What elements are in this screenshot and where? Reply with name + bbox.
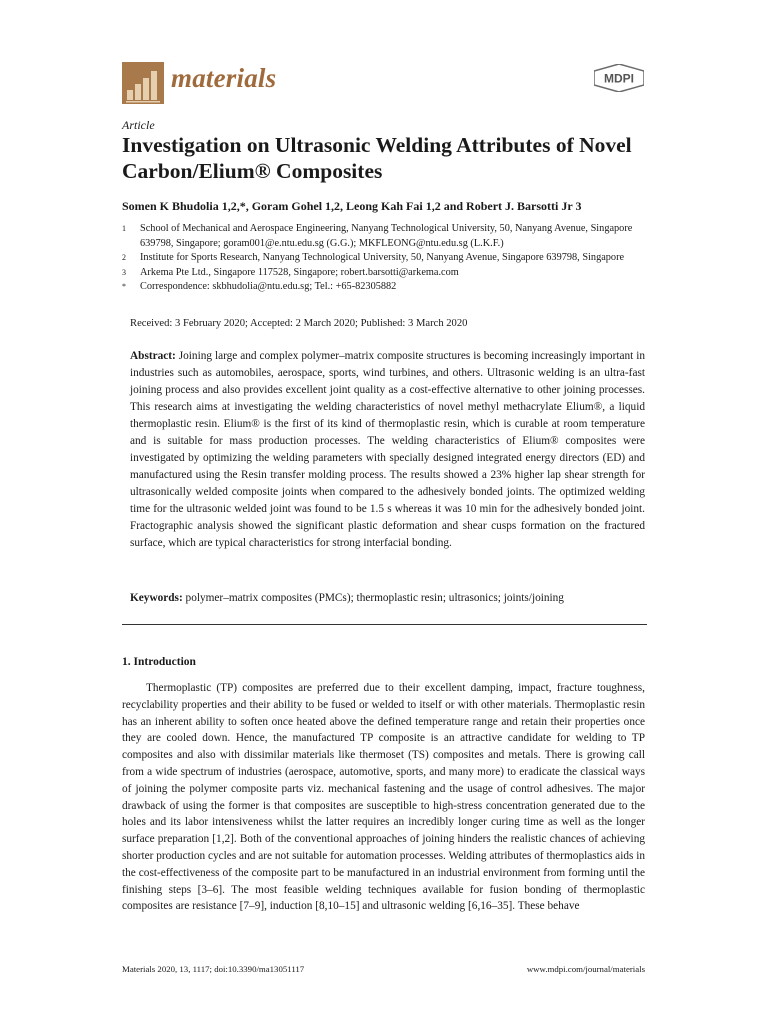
footer-citation: Materials 2020, 13, 1117; doi:10.3390/ma13051117 bbox=[122, 964, 305, 974]
abstract-text: Joining large and complex polymer–matrix composite structures is becoming increasingly important in industries such as automobiles, aerospace, sports, wind turbines, and others. Ultrasonic welding is an ultra-fast joining process and also provides excellent joint quality as a cost-effective alternative to other joining processes. This research aims at investigating the welding characteristics of novel methyl methacrylate Elium®, a liquid thermoplastic resin. Elium® is the first of its kind of thermoplastic resin, which is curable at room temperature and is suitable for mass production processes. The welding characteristics of Elium® composites were investigated by optimizing the welding parameters with specially designed integrated energy directors (ED) and manufactured using the Resin transfer molding process. The results showed a 23% higher lap shear strength for ultrasonically welded composite joints when compared to the adhesively bonded joints. The optimized welding time for the ultrasonic welded joint was found to be 1.5 s whereas it was 10 min for the adhesively bonded joint. Fractographic analysis showed the significant plastic deformation and shear cusps formation on the fractured surface, which are typical characteristics for strong interfacial bonding. bbox=[130, 350, 645, 549]
keywords bbox=[130, 592, 645, 604]
affiliation-number: 3 bbox=[122, 267, 126, 277]
article-type: Article bbox=[122, 118, 155, 132]
affiliations bbox=[122, 222, 652, 295]
materials-logo-icon bbox=[122, 62, 164, 104]
affiliation-text: Institute for Sports Research, Nanyang Technological University, 50, Nanyang Avenue, Singapore 639798, Singapore bbox=[140, 252, 625, 263]
affiliation-text: Arkema Pte Ltd., Singapore 117528, Singapore; robert.barsotti@arkema.com bbox=[140, 266, 459, 278]
correspondence-text: Correspondence: skbhudolia@ntu.edu.sg; Tel.: +65-82305882 bbox=[140, 281, 397, 292]
affiliation-item bbox=[122, 251, 652, 266]
publication-dates: Received: 3 February 2020; Accepted: 2 March 2020; Published: 3 March 2020 bbox=[130, 318, 468, 329]
affiliation-text: School of Mechanical and Aerospace Engineering, Nanyang Technological University, 50, Nanyang Avenue, Singapore 639798, Singapore; goram001@e.ntu.edu.sg (G.G.); MKFLEONG@ntu.edu.sg (L.K.F.) bbox=[140, 223, 633, 249]
affiliation-number: 2 bbox=[122, 253, 126, 262]
affiliation-item bbox=[122, 266, 652, 281]
affiliation-item bbox=[122, 222, 652, 251]
affiliation-item bbox=[122, 280, 652, 295]
footer-url[interactable]: www.mdpi.com/journal/materials bbox=[526, 964, 645, 974]
mdpi-logo-text: MDPI bbox=[604, 71, 634, 86]
abstract-label: Abstract: bbox=[130, 350, 176, 362]
keywords-label: Keywords: bbox=[130, 592, 183, 604]
section-heading-introduction: 1. Introduction bbox=[122, 656, 196, 668]
abstract bbox=[130, 348, 645, 552]
affiliation-number: 1 bbox=[122, 224, 126, 233]
journal-name: materials bbox=[171, 63, 277, 93]
affiliation-number: * bbox=[122, 282, 126, 291]
introduction-paragraph: Thermoplastic (TP) composites are preferred due to their excellent damping, impact, fracture toughness, recyclability properties and their ability to be fused or welded to itself or with other materials. Thermoplastic resin has an inherent ability to soften once heated above the defined temperature range and retain their properties once they are cooled down. Hence, the manufactured TP composite is an attractive candidate for welding to TP composites and also with dissimilar materials like thermoset (TS) composites and metals. There is growing call from a wide spectrum of industries (aerospace, automotive, sports, and many more) to eradicate the classical ways of joining the polymer composite parts viz. mechanical fastening and the usage of control adhesives. The major drawback of using the former is that composites are susceptible to high-stress concentration generated due to the holes and its labor intensiveness whilst the latter requires an incredibly longer curing time as well as the longer surface preparation [1,2]. Both of the conventional approaches of joining hinders the realistic chances of achieving shorter production cycles and are not suitable for automation processes. Welding attributes of thermoplastics aids in the cost-effectiveness of the composite part to be manufactured in an industrial environment from forming until the finishing steps [3–6]. The most feasible welding techniques available for fusion bonding of thermoplastic composites are resistance [7–9], induction [8,10–15] and ultrasonic welding [6,16–35]. These behave bbox=[122, 682, 645, 913]
paper-title: Investigation on Ultrasonic Welding Attributes of Novel Carbon/Elium® Composites bbox=[122, 133, 632, 183]
section-divider bbox=[122, 624, 647, 625]
keywords-text: polymer–matrix composites (PMCs); thermoplastic resin; ultrasonics; joints/joining bbox=[185, 592, 564, 604]
mdpi-logo-icon bbox=[594, 64, 644, 92]
author-list: Somen K Bhudolia 1,2,*, Goram Gohel 1,2, Leong Kah Fai 1,2 and Robert J. Barsotti Jr 3 bbox=[122, 199, 582, 213]
